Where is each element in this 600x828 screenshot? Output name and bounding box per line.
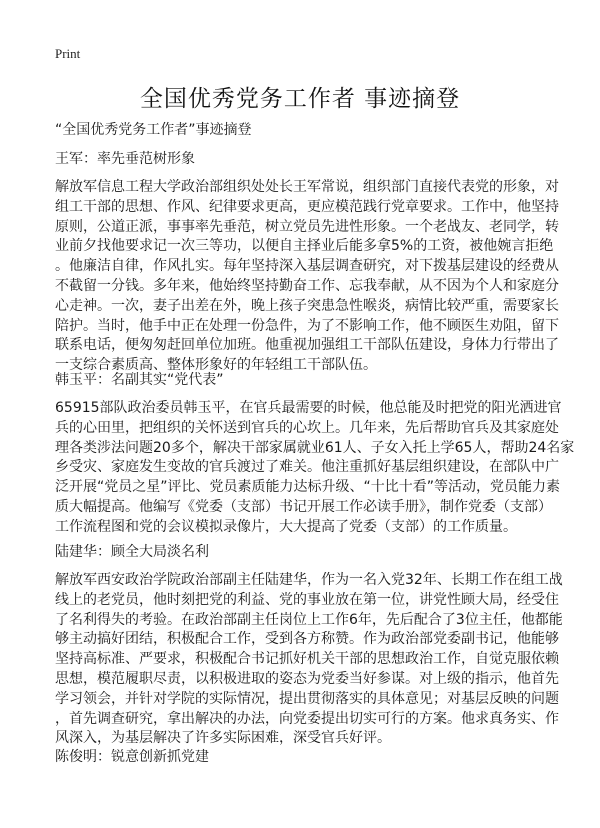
document-subtitle: “全国优秀党务工作者”事迹摘登 [55, 122, 252, 138]
paragraph-line: 联系电话，便匆匆赶回单位加班。他重视加强组工干部队伍建设，身体力行带出了 [55, 337, 559, 354]
section-heading-lu-jianhua: 陆建华：顾全大局淡名利 [55, 544, 209, 560]
paragraph-line: 业前夕找他要求记一次三等功，以便自主择业后能多拿5%的工资，被他婉言拒绝 [55, 238, 554, 255]
paragraph-line: 解放军信息工程大学政治部组织处处长王军常说，组织部门直接代表党的形象，对 [55, 179, 559, 195]
paragraph-line: 原则，公道正派，事事率先垂范，树立党员先进性形象。一个老战友、老同学，转 [55, 218, 559, 235]
paragraph-line: 够主动搞好团结，积极配合工作，受到各方称赞。作为政治部党委副书记，他能够 [55, 631, 559, 648]
paragraph-line: 一支综合素质高、整体形象好的年轻组工干部队伍。 [55, 357, 377, 374]
paragraph-line: 心走神。一次，妻子出差在外，晚上孩子突患急性喉炎，病情比较严重，需要家长 [55, 297, 559, 314]
section-heading-chen-junming: 陈俊明：锐意创新抓党建 [55, 749, 209, 765]
paragraph-line: 风深入，为基层解决了许多实际困难，深受官兵好评。 [55, 730, 391, 747]
print-label: Print [55, 46, 81, 61]
paragraph-line: 乡受灾、家庭发生变故的官兵渡过了难关。他注重抓好基层组织建设，在部队中广 [55, 459, 559, 476]
page-title: 全国优秀党务工作者 事迹摘登 [139, 86, 461, 112]
paragraph-line: 兵的心田里，把组织的关怀送到官兵的心坎上。几年来，先后帮助官兵及其家庭处 [55, 419, 559, 436]
paragraph-line: 泛开展“党员之星”评比、党员素质能力达标升级、“十比十看”等活动，党员能力素 [55, 479, 561, 496]
paragraph-line: 不截留一分钱。多年来，他始终坚持勤奋工作、忘我奉献，从不因为个人和家庭分 [55, 277, 559, 294]
section-body-wang-jun [55, 178, 559, 376]
paragraph-line: 工作流程图和党的会议模拟录像片，大大提高了党委（支部）的工作质量。 [55, 518, 517, 535]
section-heading-wang-jun: 王军：率先垂范树形象 [55, 151, 195, 167]
section-body-lu-jianhua [55, 571, 563, 749]
paragraph-line: 质大幅提高。他编写《党委（支部）书记开展工作必读手册》，制作党委（支部） [55, 498, 552, 515]
paragraph-line: 坚持高标准、严要求，积极配合书记抓好机关干部的思想政治工作，自觉克服依赖 [55, 651, 559, 668]
paragraph-line: 解放军西安政治学院政治部副主任陆建华，作为一名入党32年、长期工作在组工战 [55, 572, 563, 588]
paragraph-line: 陪护。当时，他手中正在处理一份急件，为了不影响工作，他不顾医生劝阻，留下 [55, 317, 559, 334]
paragraph-line: 线上的老党员，他时刻把党的利益、党的事业放在第一位，讲党性顾大局，经受住 [55, 591, 559, 608]
paragraph-line: 思想，模范履职尽责，以积极进取的姿态为党委当好参谋。对上级的指示，他首先 [55, 670, 559, 687]
paragraph-line: 。他廉洁自律，作风扎实。每年坚持深入基层调查研究，对下拨基层建设的经费从 [55, 258, 559, 275]
paragraph-line: 理各类涉法问题20多个，解决干部家属就业61人、子女入托上学65人，帮助24名家 [55, 439, 575, 456]
paragraph-line: 学习领会，并针对学院的实际情况，提出贯彻落实的具体意见；对基层反映的问题 [55, 690, 559, 707]
section-heading-han-yuping: 韩玉平：名副其实“党代表” [55, 372, 224, 388]
paragraph-line: 65915部队政治委员韩玉平，在官兵最需要的时候，他总能及时把党的阳光洒进官 [55, 400, 562, 416]
paragraph-line: 组工干部的思想、作风、纪律要求更高，更应模范践行党章要求。工作中，他坚持 [55, 198, 559, 215]
section-body-han-yuping [55, 399, 575, 538]
paragraph-line: 了名利得失的考验。在政治部副主任岗位上工作6年，先后配合了3位主任，他都能 [55, 611, 563, 628]
paragraph-line: ，首先调查研究，拿出解决的办法，向党委提出切实可行的方案。他求真务实、作 [55, 710, 559, 727]
